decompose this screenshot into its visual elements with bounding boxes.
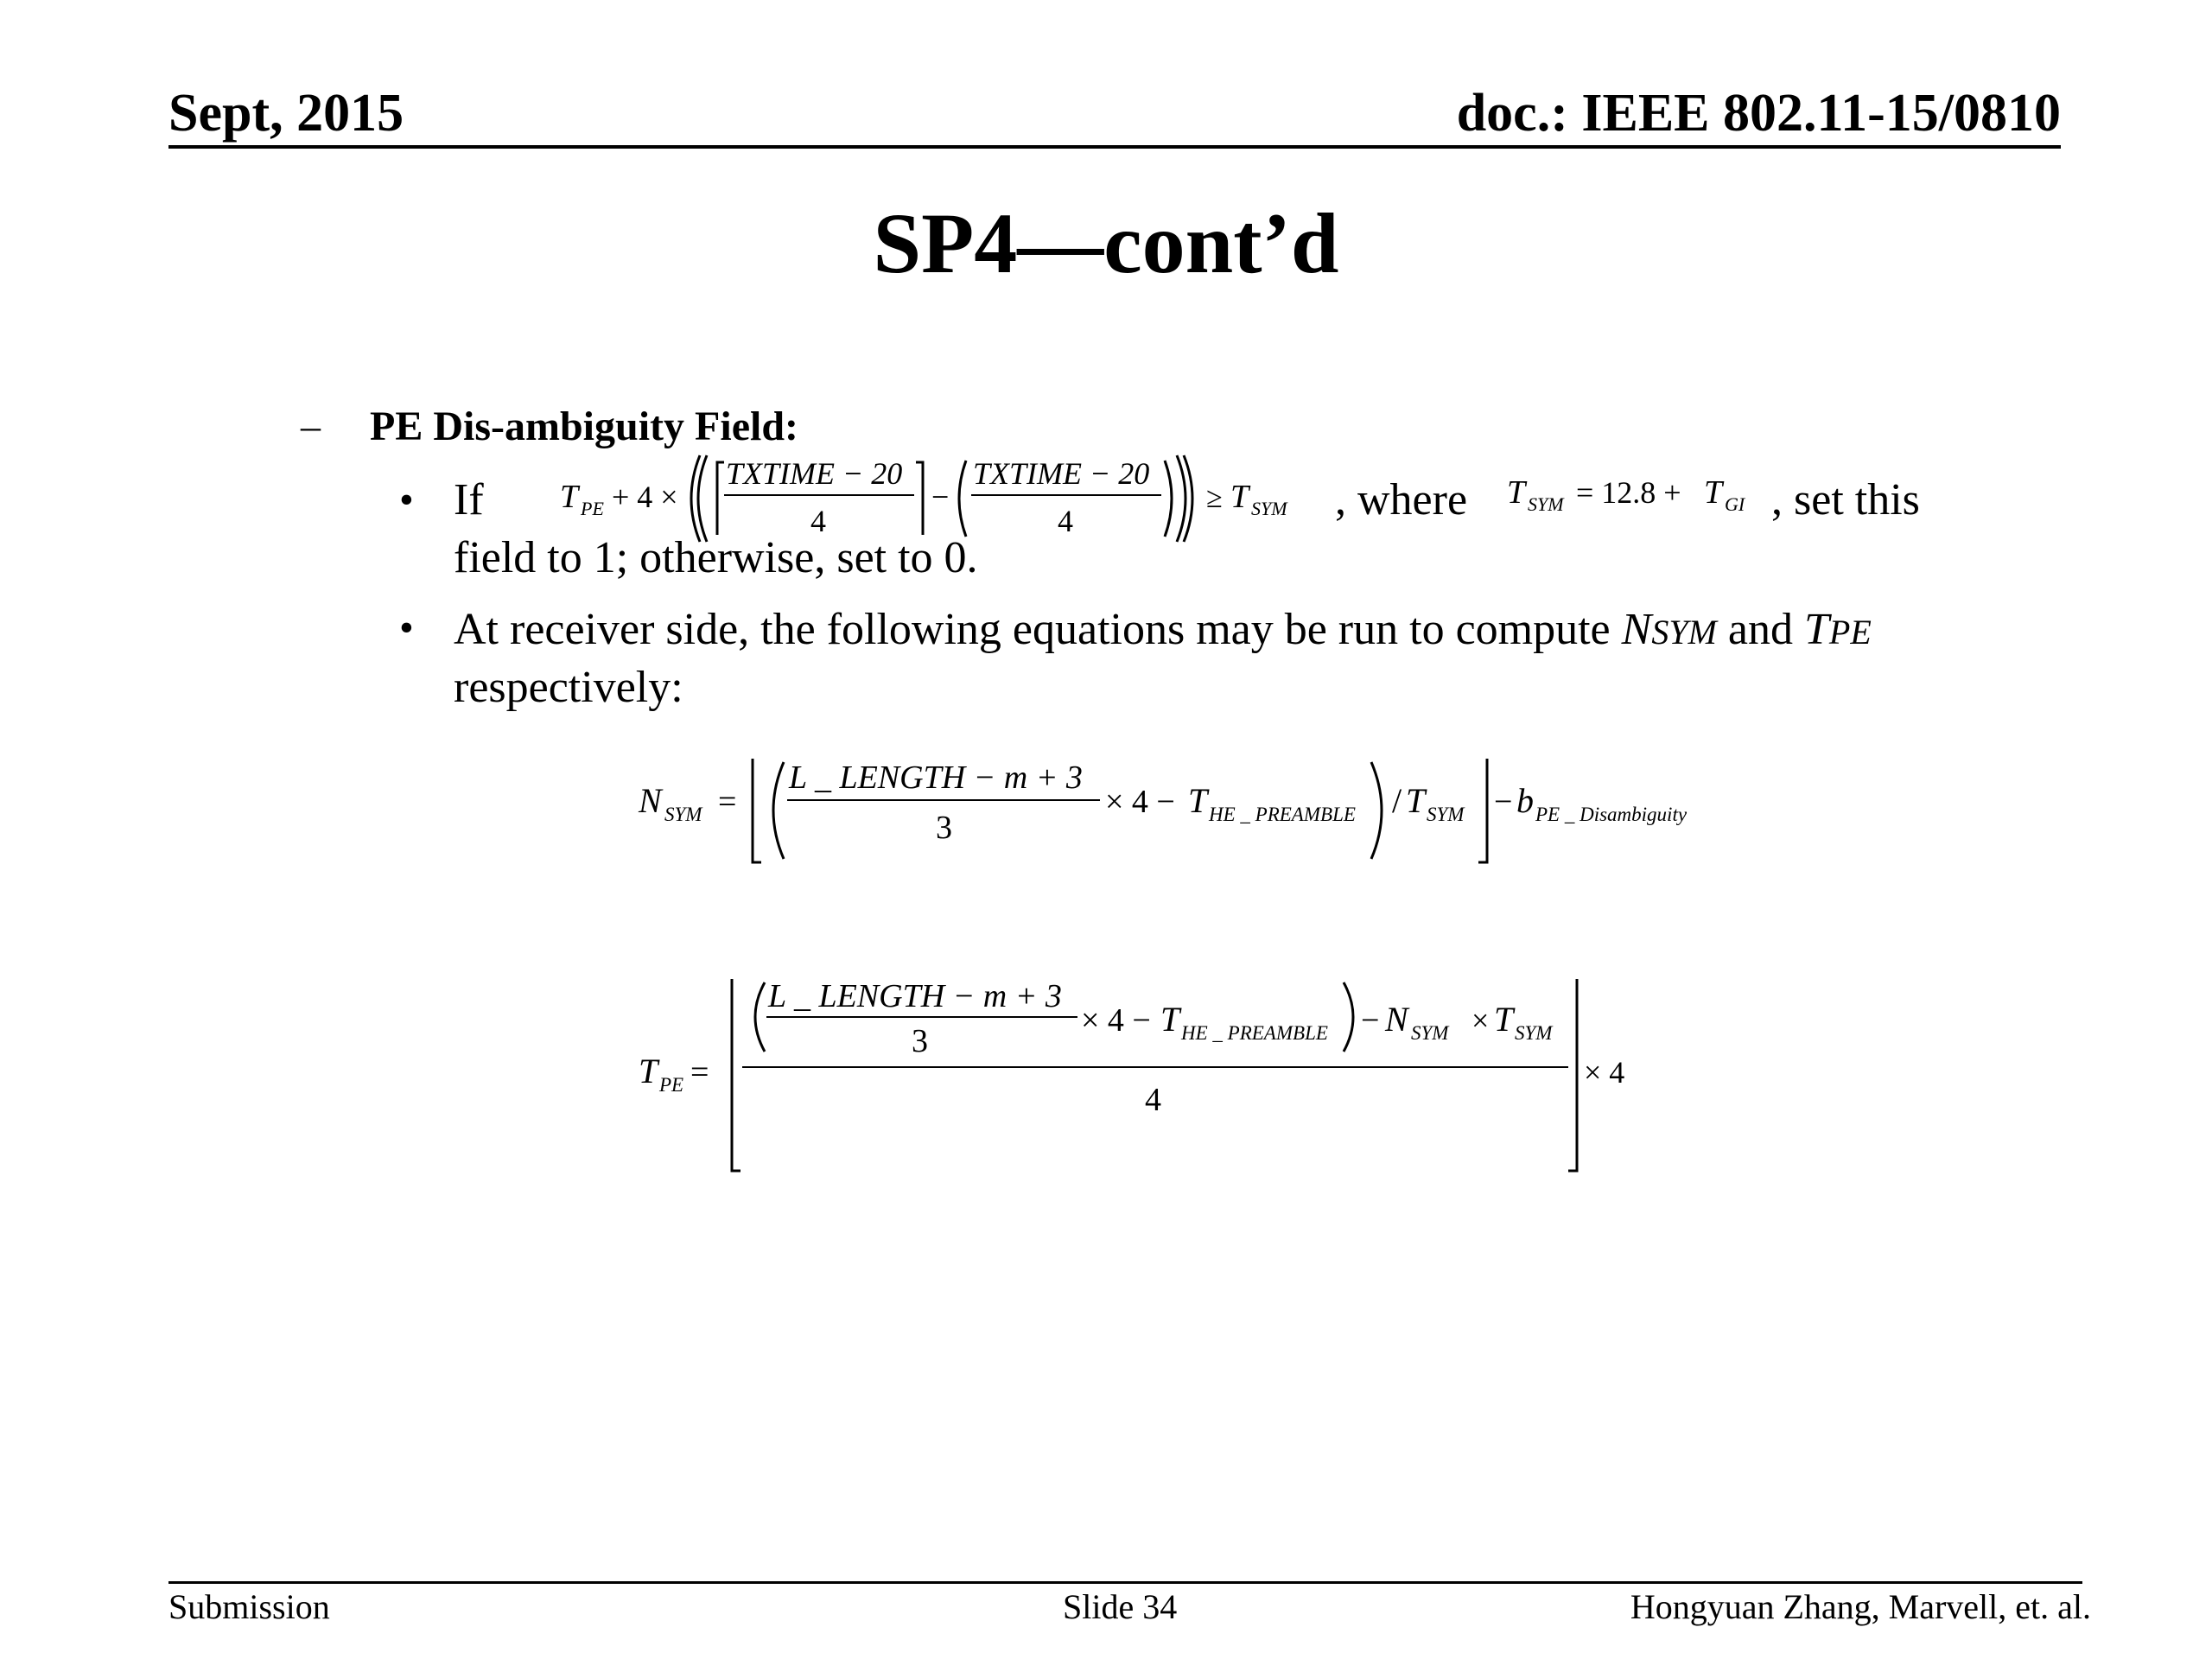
ceil-left	[717, 462, 724, 535]
tpe-letter: T	[1803, 605, 1829, 654]
nsym-lhs-subscript: SYM	[664, 804, 702, 825]
times-sign: ×	[1471, 1003, 1490, 1038]
denominator: 3	[936, 810, 952, 846]
tpe-symbol: T	[560, 479, 579, 515]
bullet-marker: •	[399, 605, 414, 651]
n-symbol: N	[1385, 1000, 1408, 1039]
denominator-2: 4	[1058, 504, 1073, 538]
tpe-inline	[1804, 605, 1872, 654]
dash-marker: –	[301, 404, 321, 448]
footer-submission: Submission	[168, 1587, 330, 1626]
outer-right-paren	[1177, 455, 1185, 542]
section-heading: PE Dis-ambiguity Field:	[370, 404, 799, 449]
floor-right	[1478, 759, 1487, 862]
tsym-subscript: SYM	[1515, 1022, 1553, 1044]
txtime-numerator-1: TXTIME − 20	[726, 456, 903, 491]
header-divider	[168, 145, 2061, 149]
formula-tpe	[635, 972, 1758, 1179]
formula-tsym-definition	[1503, 467, 1763, 527]
bullet1-line2: field to 1; otherwise, set to 0.	[454, 533, 978, 582]
equals-sign: =	[690, 1054, 709, 1090]
n-subscript: SYM	[1411, 1022, 1449, 1044]
ceil-right	[1568, 979, 1577, 1171]
times-four-minus: × 4 −	[1105, 784, 1175, 820]
main-denominator: 4	[1145, 1082, 1161, 1118]
nsym-letter: N	[1621, 605, 1652, 654]
the-symbol: T	[1188, 781, 1208, 820]
bullet1-if: If	[454, 475, 484, 524]
tsym-symbol: T	[1507, 474, 1526, 511]
bullet2-and: and	[1716, 605, 1804, 654]
nsym-lhs: N	[639, 781, 662, 820]
tsym-subscript: SYM	[1251, 498, 1287, 519]
bullet1-where: , where	[1335, 475, 1468, 524]
minus-sign: −	[1361, 1002, 1380, 1039]
footer-divider	[168, 1581, 2082, 1584]
tsym-symbol: T	[1406, 781, 1426, 820]
floor-left	[732, 979, 741, 1171]
the-subscript: HE _ PREAMBLE	[1181, 1022, 1328, 1044]
right-paren	[1344, 982, 1353, 1052]
bullet2-line1	[454, 607, 1872, 652]
tsym-subscript: SYM	[1528, 493, 1564, 515]
header-doc-id: doc.: IEEE 802.11-15/0810	[1456, 84, 2061, 143]
left-paren	[773, 762, 784, 859]
txtime-numerator-2: TXTIME − 20	[973, 456, 1150, 491]
inner-denominator: 3	[912, 1023, 928, 1059]
nsym-smallcaps: SYM	[1651, 613, 1717, 652]
tsym-symbol: T	[1494, 1000, 1514, 1039]
floor-left	[753, 759, 761, 862]
minus-sign: −	[1494, 784, 1513, 820]
times-four-minus: × 4 −	[1081, 1002, 1151, 1039]
tgi-subscript: GI	[1725, 493, 1745, 515]
outer-left-paren-2	[698, 455, 707, 542]
ceil-right	[916, 462, 923, 535]
slash: /	[1392, 781, 1402, 820]
geq-sign: ≥	[1206, 482, 1223, 514]
times-four: × 4	[1584, 1055, 1625, 1090]
tsym-subscript: SYM	[1427, 804, 1465, 825]
plus-four-times: + 4 ×	[612, 480, 678, 514]
bullet2-text: At receiver side, the following equations may be run to compute	[454, 605, 1622, 654]
tpe-lhs: T	[639, 1052, 658, 1090]
tpe-lhs-subscript: PE	[659, 1074, 684, 1096]
denominator-1: 4	[810, 504, 826, 538]
footer-slide-number: Slide 34	[1063, 1587, 1178, 1626]
the-subscript: HE _ PREAMBLE	[1209, 804, 1356, 825]
equals-12-8-plus: = 12.8 +	[1576, 475, 1681, 510]
numerator: L _ LENGTH − m + 3	[789, 760, 1083, 796]
header-date: Sept, 2015	[168, 84, 404, 143]
nsym-inline	[1622, 605, 1717, 654]
equals-sign: =	[718, 784, 737, 820]
right-paren	[1371, 762, 1382, 859]
tgi-symbol: T	[1704, 474, 1723, 511]
b-symbol: b	[1516, 781, 1534, 820]
b-subscript: PE _ Disambiguity	[1535, 804, 1688, 825]
left-paren	[755, 982, 765, 1052]
the-symbol: T	[1160, 1000, 1180, 1039]
tpe-subscript: PE	[581, 498, 604, 519]
numerator: L _ LENGTH − m + 3	[768, 978, 1062, 1014]
slide-title: SP4—cont’d	[873, 195, 1339, 291]
bullet2-line2: respectively:	[454, 663, 683, 712]
minus-sign: −	[931, 480, 950, 514]
inner-right-paren	[1165, 461, 1172, 537]
bullet-marker: •	[399, 477, 414, 523]
tpe-smallcaps: PE	[1828, 613, 1872, 652]
formula-nsym	[635, 750, 1758, 871]
tsym-symbol: T	[1230, 479, 1249, 515]
footer-authors: Hongyuan Zhang, Marvell, et. al.	[1630, 1587, 2091, 1626]
inner-left-paren	[959, 461, 966, 537]
bullet1-set-this: , set this	[1771, 475, 1920, 524]
